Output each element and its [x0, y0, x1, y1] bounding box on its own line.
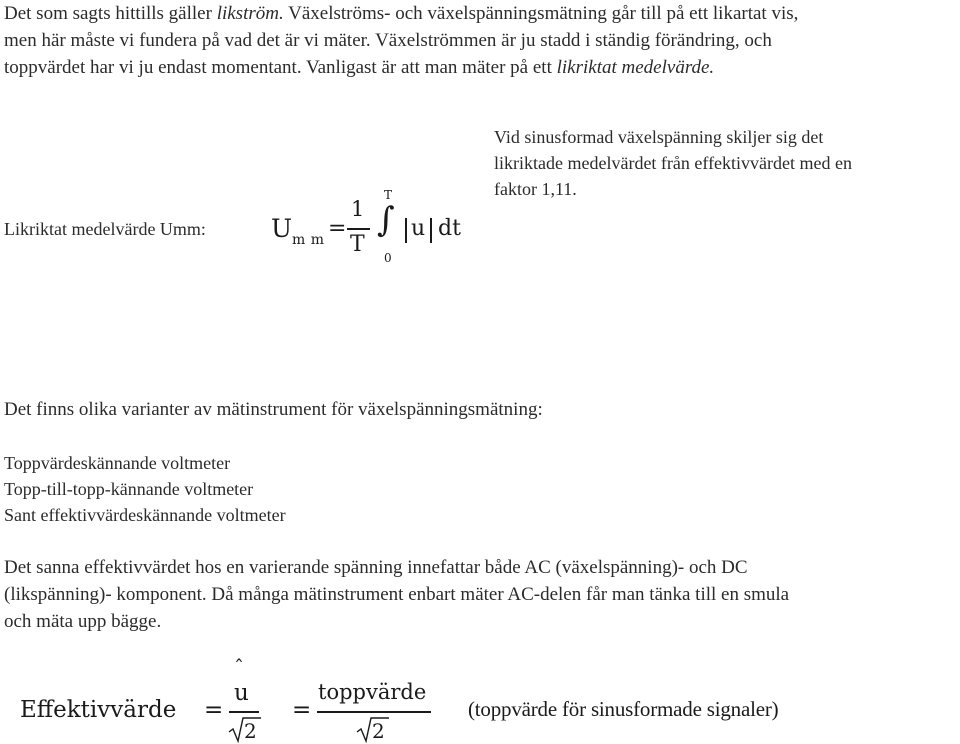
formula-equals: = [328, 216, 347, 241]
peak-numerator: u [234, 680, 249, 706]
variants-list [4, 450, 286, 528]
variants-heading: Det finns olika varianter av mätinstrument för växelspänningsmätning: [4, 399, 543, 420]
fraction-denominator: T [350, 232, 365, 257]
intro-paragraph [4, 0, 798, 81]
rms-equals-2: = [292, 697, 312, 723]
denominator-1: 2 [244, 719, 257, 743]
hat-accent: ˆ [234, 655, 244, 679]
side-note: Vid sinusformad växelspänning skiljer sig det likriktade medelvärdet från effektivvärdet med en faktor 1,11. [494, 127, 853, 199]
formula-lhs: U [271, 214, 293, 243]
rms-label: Effektivvärde [20, 697, 177, 723]
list-item: Sant effektivvärdeskännande voltmeter [4, 505, 286, 525]
differential: dt [438, 216, 461, 241]
integrand: u [411, 216, 426, 241]
intro-line-3: toppvärdet har vi ju endast momentant. Vanligast är att man mäter på ett likriktat medelvärde. [4, 57, 715, 78]
fraction-bar-1 [229, 711, 259, 713]
formula-label: Likriktat medelvärde Umm: [4, 219, 206, 239]
list-item: Topp-till-topp-kännande voltmeter [4, 479, 254, 499]
fraction-bar [347, 228, 370, 230]
true-rms-paragraph: Det sanna effektivvärdet hos en varierande spänning innefattar både AC (växelspänning)- och DC (likspänning)- komponent. Då många mätinstrument enbart mäter AC-delen får man tänka till en smula och mäta upp bägge. [4, 557, 790, 632]
rms-note: (toppvärde för sinusformade signaler) [468, 697, 779, 721]
denominator-2: 2 [372, 719, 385, 743]
intro-line-1: Det som sagts hittills gäller likström. Växelströms- och växelspänningsmätning går till på ett likartat vis, [4, 3, 799, 24]
integral-lower-limit: 0 [384, 251, 392, 265]
rms-equals-1: = [204, 697, 224, 723]
abs-bar-right [430, 218, 432, 243]
abs-bar-left [405, 218, 407, 243]
list-item: Toppvärdeskännande voltmeter [4, 453, 231, 473]
formula-lhs-subscript: m m [292, 232, 325, 248]
peak-word-numerator: toppvärde [318, 680, 427, 704]
integral-sign: ∫ [377, 200, 395, 240]
fraction-numerator: 1 [351, 197, 365, 221]
fraction-bar-2 [317, 711, 431, 713]
intro-line-2: men här måste vi fundera på vad det är vi mäter. Växelströmmen är ju stadd i ständig förändring, och [4, 30, 772, 51]
integral-upper-limit: T [384, 188, 393, 202]
